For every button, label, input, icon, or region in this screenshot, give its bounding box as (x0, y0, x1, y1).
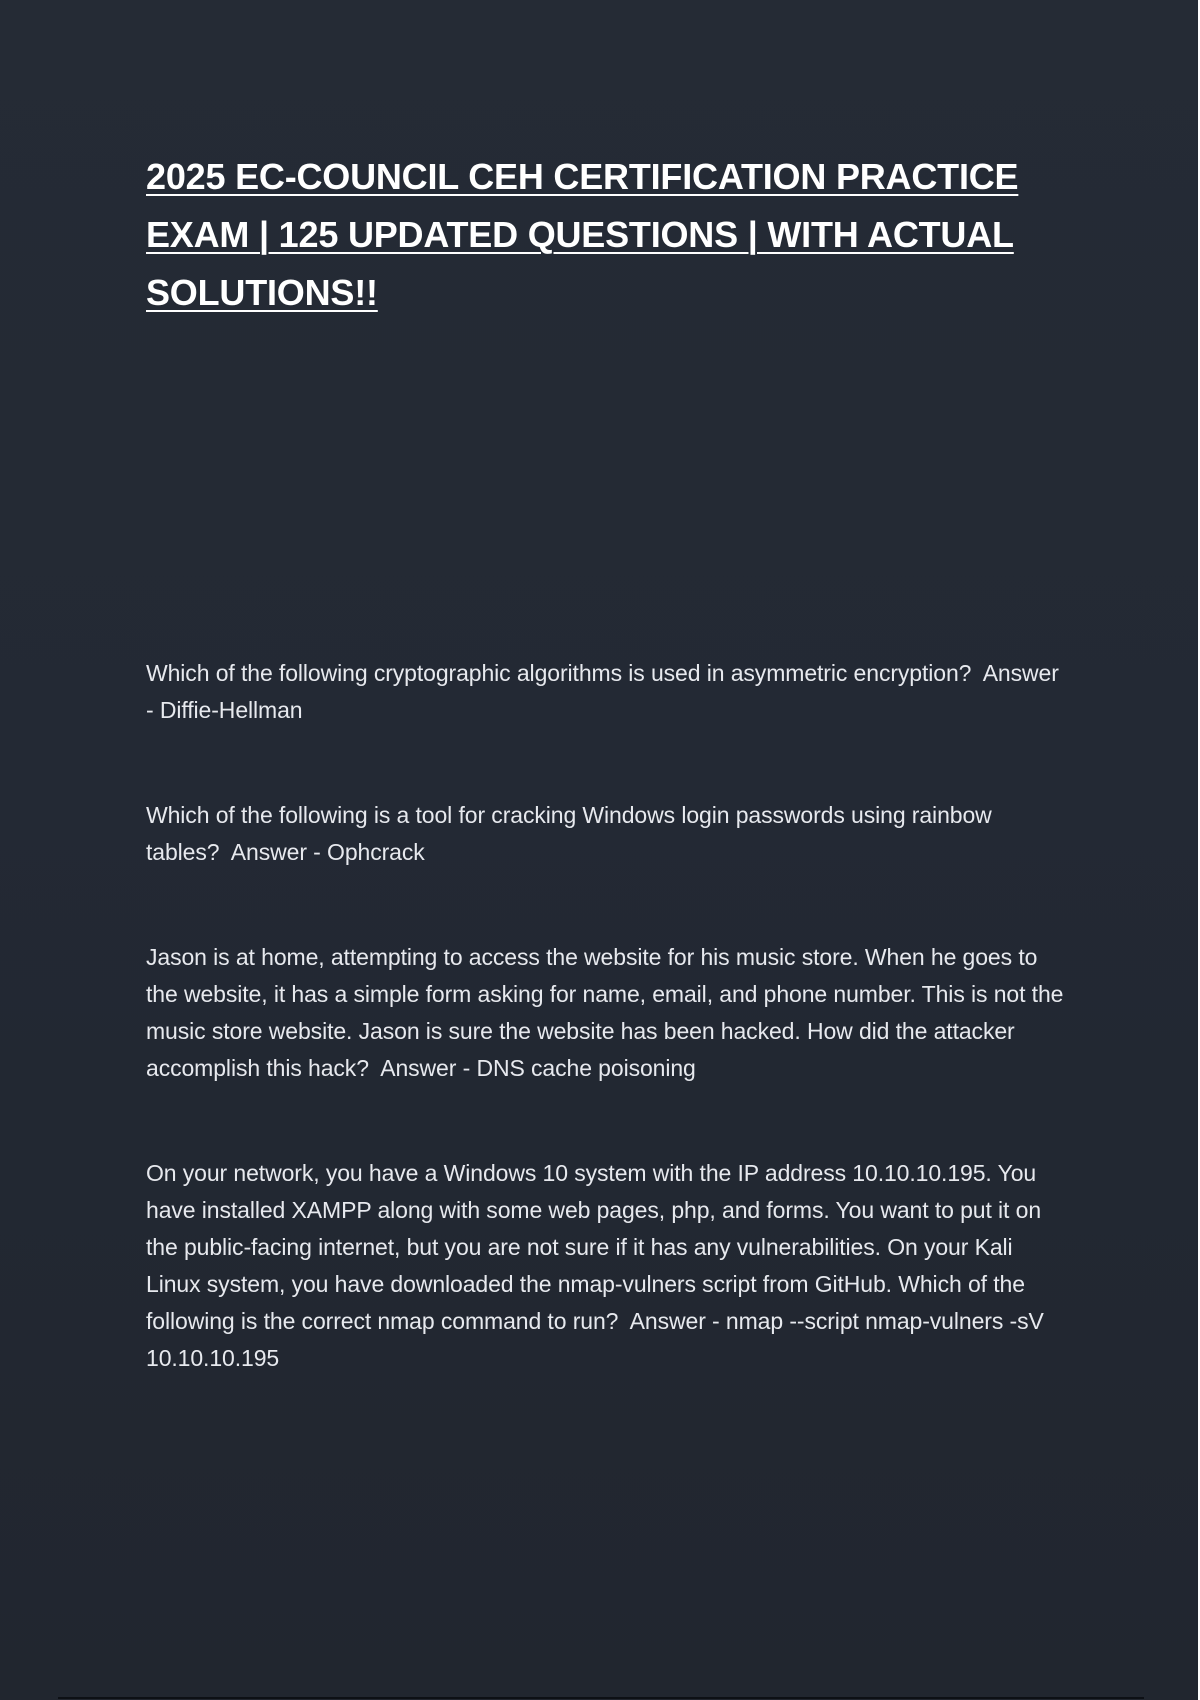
question-item (146, 939, 1066, 1087)
question-item (146, 1155, 1066, 1377)
answer-label: Answer - (629, 1308, 720, 1334)
question-text: Jason is at home, attempting to access the website for his music store. When he goes to the website, it has a simple form asking for name, email, and phone number. This is not the music store website. Jason is sure the website has been hacked. How did the attacker accomplish this hack? (146, 944, 1064, 1081)
answer-text: DNS cache poisoning (476, 1055, 696, 1081)
question-text: Which of the following cryptographic algorithms is used in asymmetric encryption? (146, 660, 972, 686)
answer-text: Diffie-Hellman (159, 697, 303, 723)
answer-label: Answer - (230, 839, 321, 865)
question-text: On your network, you have a Windows 10 system with the IP address 10.10.10.195. You have installed XAMPP along with some web pages, php, and forms. You want to put it on the public-facing internet, but you are not sure if it has any vulnerabilities. On your Kali Linux system, you have downloaded the nmap-vulners script from GitHub. Which of the following is the correct nmap command to run? (146, 1160, 1042, 1334)
question-list (146, 655, 1066, 1445)
document-title: 2025 EC-COUNCIL CEH CERTIFICATION PRACTICE EXAM | 125 UPDATED QUESTIONS | WITH ACTUAL SOLUTIONS!! (146, 156, 1019, 313)
answer-label: Answer - (380, 1055, 471, 1081)
title-block (146, 148, 1066, 322)
answer-label: Answer - (146, 660, 1059, 723)
question-item (146, 797, 1066, 871)
question-text: Which of the following is a tool for cracking Windows login passwords using rainbow tables? (146, 802, 992, 865)
answer-text: nmap --script nmap-vulners -sV 10.10.10.195 (146, 1308, 1044, 1371)
page-bottom-divider (58, 1697, 1144, 1699)
question-item (146, 655, 1066, 729)
answer-text: Ophcrack (327, 839, 425, 865)
